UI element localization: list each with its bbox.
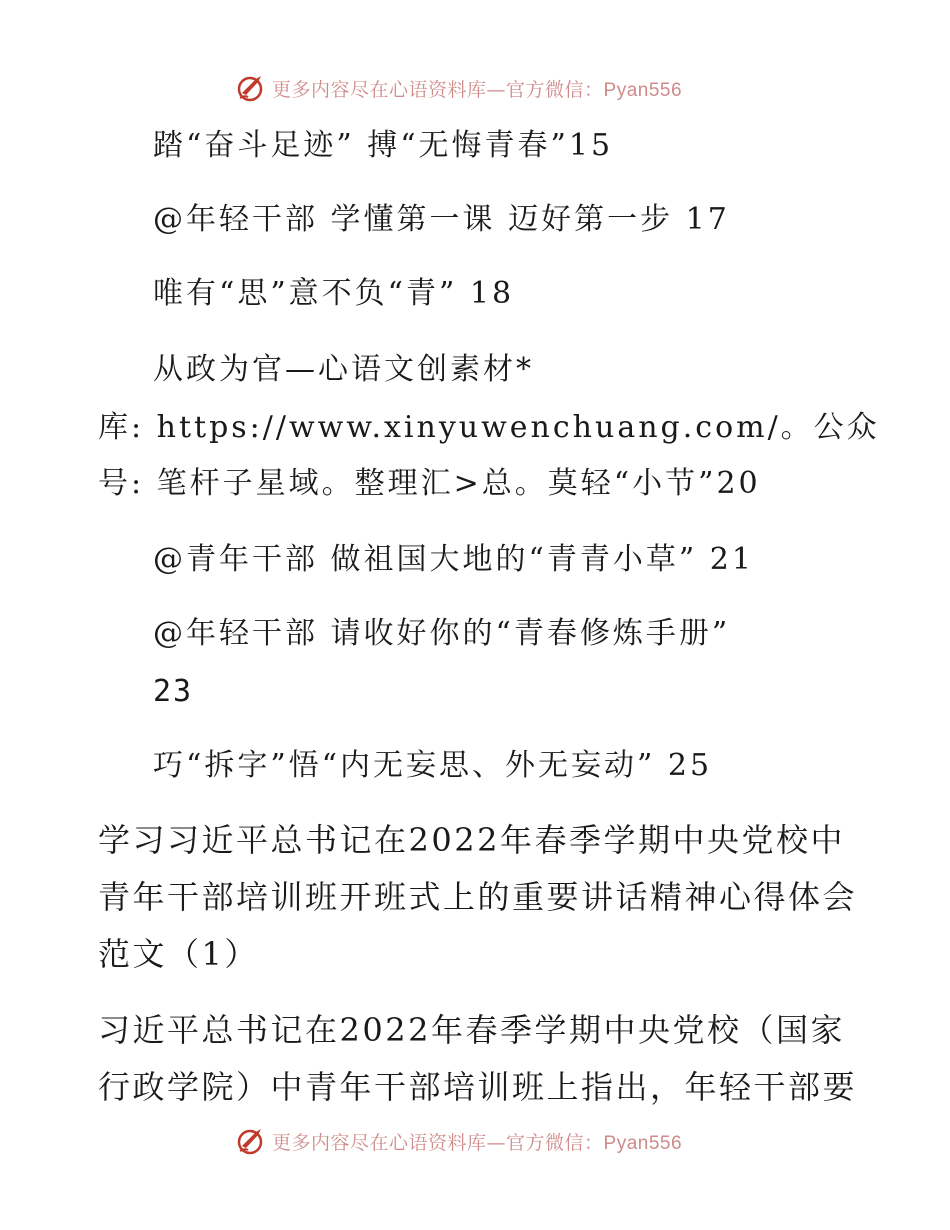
toc-entry: 库: https://www.xinyuwenchuang.com/。公众	[98, 410, 880, 445]
watermark-text: 更多内容尽在心语资料库—官方微信：Pyan556	[272, 1131, 683, 1154]
watermark-banner-top	[236, 72, 682, 104]
toc-entry: @青年干部 做祖国大地的“青青小草” 21	[153, 542, 754, 577]
toc-entry: 从政为官—心语文创素材*	[153, 352, 534, 387]
toc-entry: 号: 笔杆子星域。整理汇>总。莫轻“小节”20	[98, 466, 761, 501]
section-heading: 学习习近平总书记在2022年春季学期中央党校中青年干部培训班开班式上的重要讲话精神心得体会范文（1）	[98, 821, 858, 973]
watermark-text: 更多内容尽在心语资料库—官方微信：Pyan556	[272, 78, 683, 101]
toc-entry: 踏“奋斗足迹” 搏“无悔青春”15	[153, 128, 614, 163]
toc-entry-page: 23	[153, 674, 194, 709]
watermark-banner-bottom	[236, 1125, 682, 1157]
pen-logo-icon	[236, 73, 266, 103]
pen-logo-icon	[236, 1126, 266, 1156]
toc-entry: 巧“拆字”悟“内无妄思、外无妄动” 25	[153, 748, 713, 783]
toc-entry: @年轻干部 学懂第一课 迈好第一步 17	[153, 202, 730, 237]
body-paragraph: 习近平总书记在2022年春季学期中央党校（国家行政学院）中青年干部培训班上指出，年轻干部要	[98, 1011, 858, 1106]
toc-entry: @年轻干部 请收好你的“青春修炼手册”	[153, 616, 731, 651]
toc-entry: 唯有“思”意不负“青” 18	[153, 276, 515, 311]
